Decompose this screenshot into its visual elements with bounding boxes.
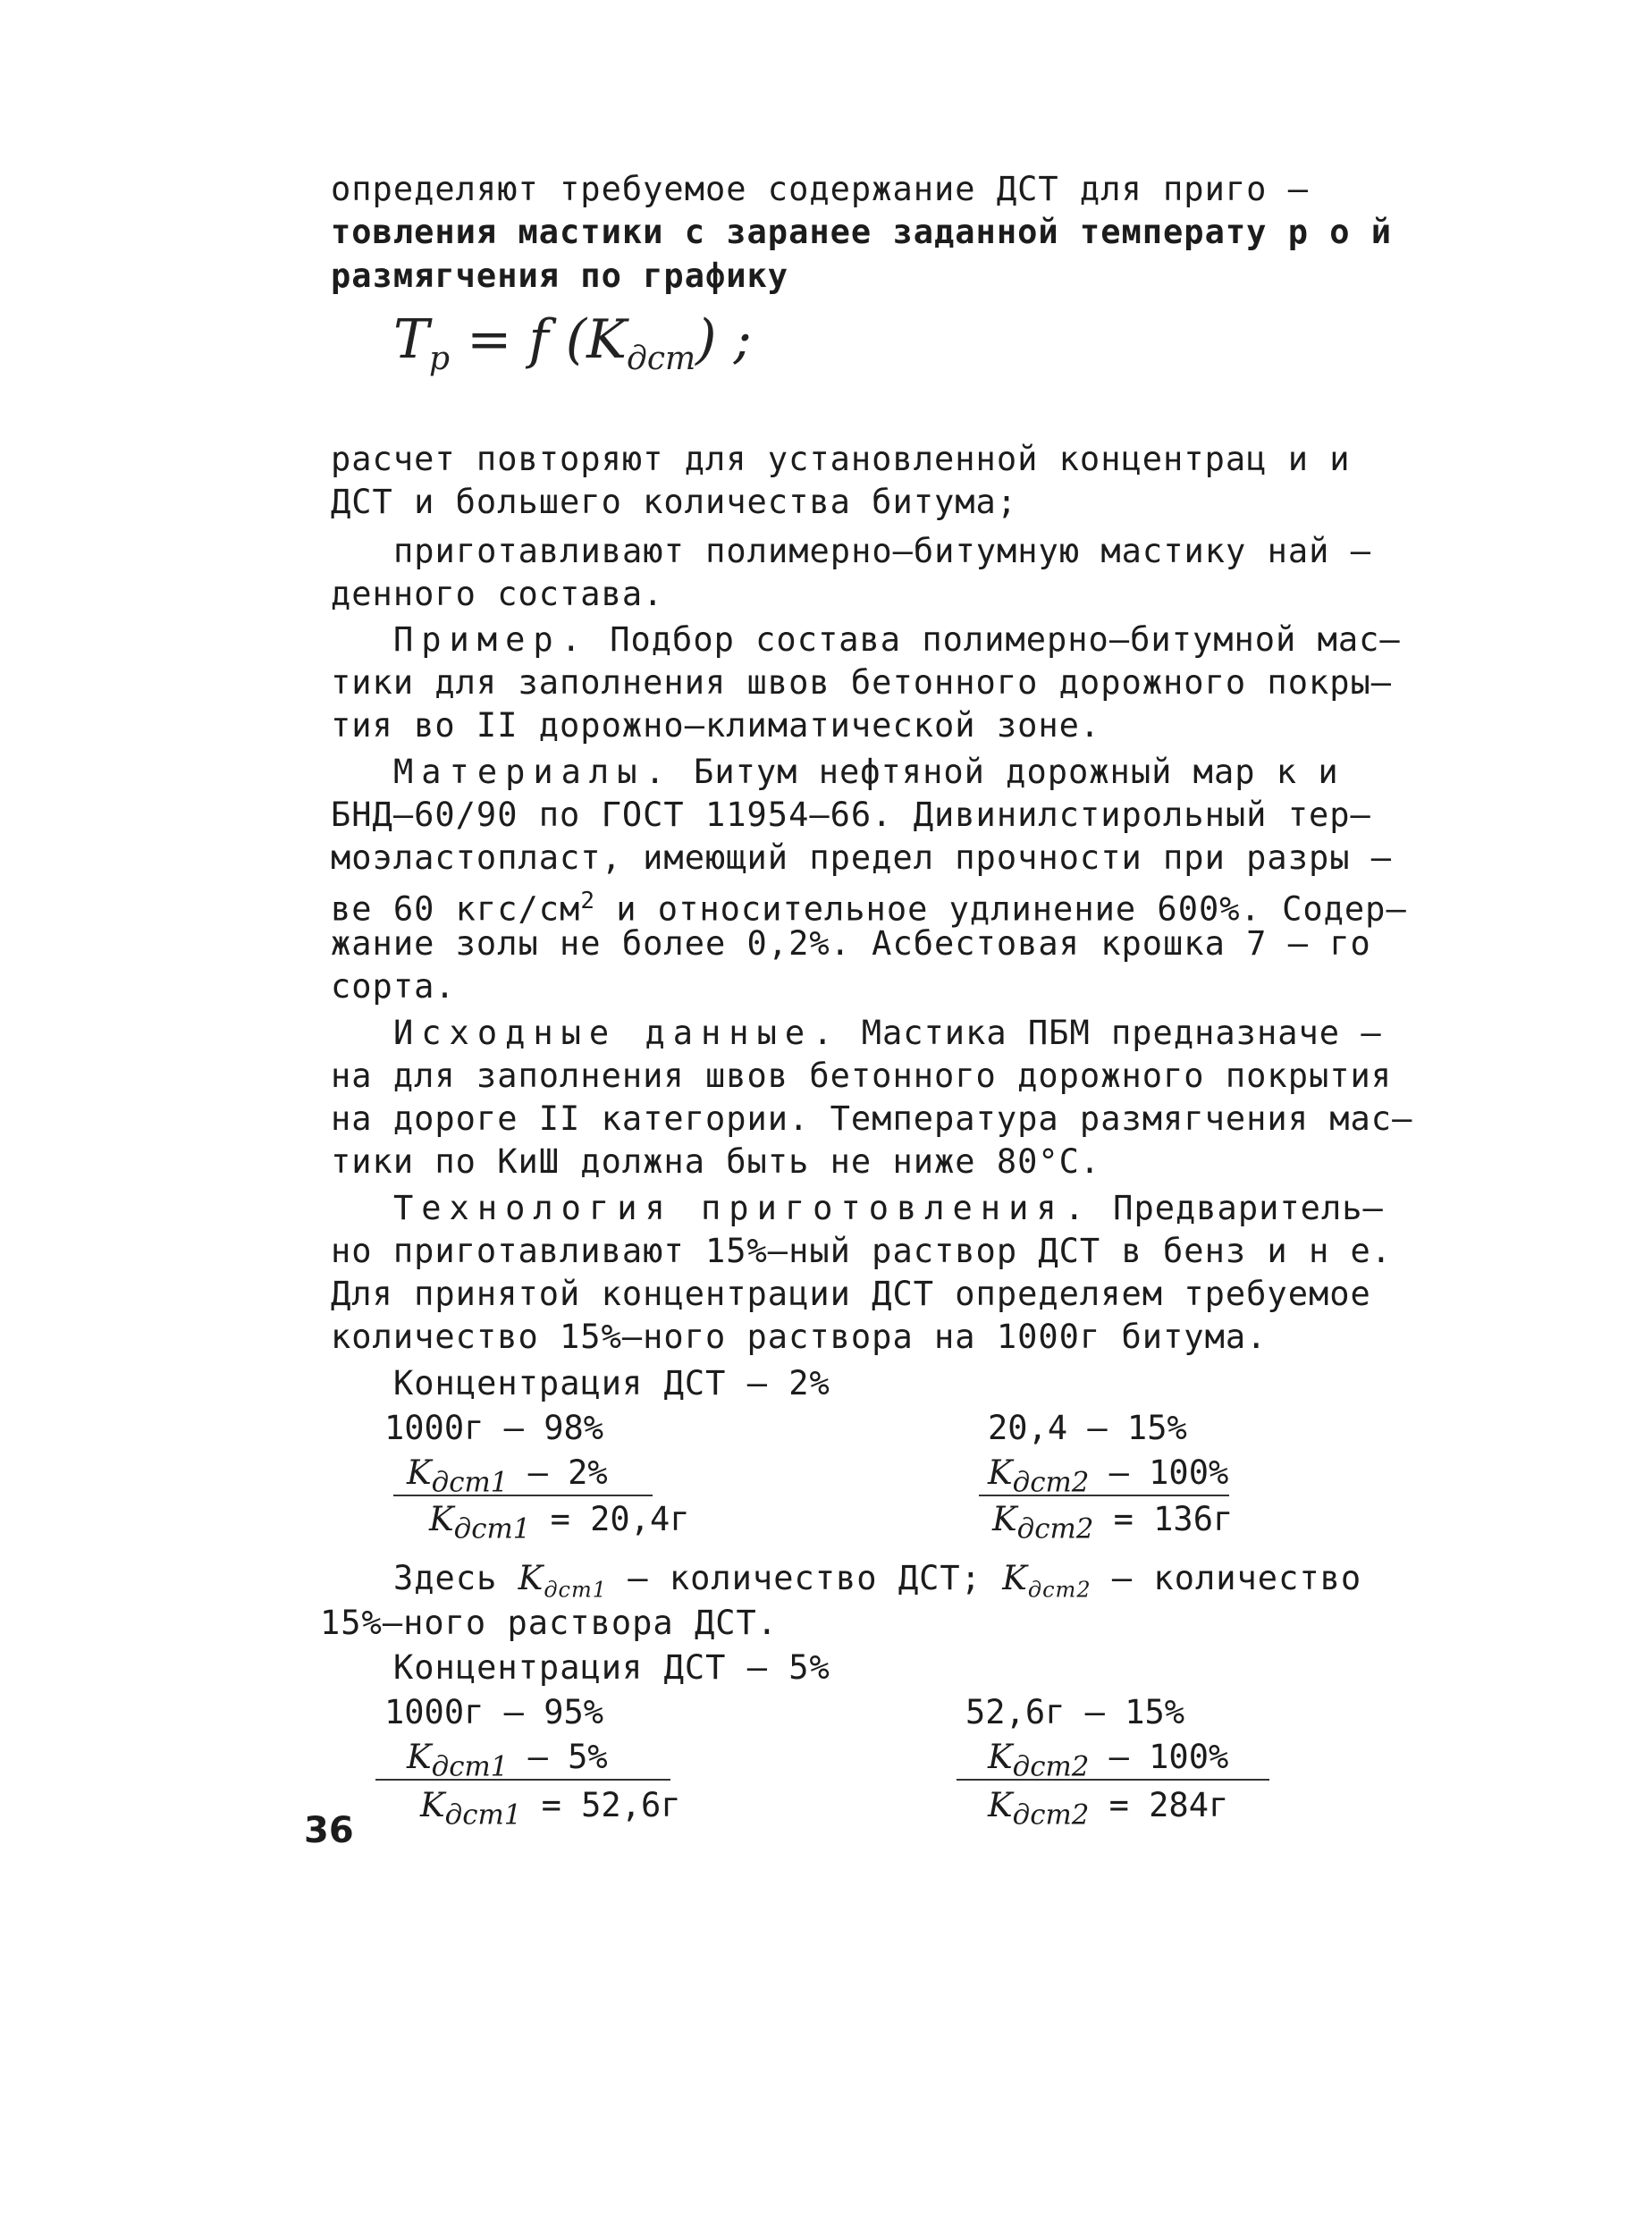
calc-text: = 20,4г [530,1500,690,1538]
text-line: тики для заполнения швов бетонного дорожного покры– [331,663,1393,702]
symbol-k: K [992,1500,1017,1538]
text-line: на для заполнения швов бетонного дорожного покрытия [331,1057,1393,1095]
fraction-rule [979,1495,1229,1496]
text-line: приготавливают полимерно–битумную мастику най – [393,532,1371,570]
calc-text: – 5% [508,1738,608,1776]
symbol-subscript: дст2 [1012,1750,1090,1783]
calc-left-row-1: 1000г – 98% [384,1409,604,1447]
text-fragment: товления мастики с заранее заданной температу р о й [331,213,1393,251]
text-line: Для принятой концентрации ДСТ определяем требуемое [331,1275,1371,1313]
superscript: 2 [580,888,595,914]
symbol-k: K [407,1738,432,1776]
calc-right-row-3 [988,1784,1228,1836]
calc-text: = 284г [1089,1786,1229,1824]
text-line: но приготавливают 15%–ный раствор ДСТ в бенз и н е. [331,1232,1393,1270]
formula-symbol: T [393,308,430,371]
calc-left-row-3 [420,1784,681,1836]
text-fragment: Технология приготовления. [393,1189,1092,1227]
symbol-k: K [988,1738,1013,1776]
calc-right-row-1: 52,6г – 15% [965,1693,1185,1731]
formula [393,308,752,377]
text-line: тия во II дорожно–климатической зоне. [331,706,1101,745]
text-line: 15%–ного раствора ДСТ. [320,1604,779,1642]
text-line: сорта. [331,967,456,1006]
text-fragment: Мастика ПБМ предназначе – [840,1014,1382,1052]
text-line [393,751,1529,794]
text-fragment: – количество [1091,1559,1362,1597]
text-line: жание золы не более 0,2%. Асбестовая крошка 7 – го [331,924,1371,963]
text-fragment: Предваритель– [1092,1189,1384,1227]
symbol-subscript: дст1 [431,1750,509,1783]
text-line: определяют требуемое содержание ДСТ для приго – [331,170,1309,208]
text-line [331,255,1466,298]
text-line: на дороге II категории. Температура размягчения мас– [331,1099,1413,1138]
symbol-subscript: дст1 [431,1466,509,1499]
text-line: количество 15%–ного раствора на 1000г битума. [331,1318,1268,1356]
page-number: 36 [304,1810,354,1851]
text-line: БНД–60/90 по ГОСТ 11954–66. Дивинилстирольный тер– [331,796,1371,834]
fraction-rule [375,1779,670,1781]
text-line: моэластопласт, имеющий предел прочности при разры – [331,838,1393,877]
symbol-k: K [420,1786,445,1824]
symbol-subscript: дст2 [1012,1798,1090,1832]
calc-text: – 100% [1089,1453,1229,1492]
symbol-k: K [518,1559,544,1597]
fraction-rule [957,1779,1269,1781]
text-line [331,211,1466,254]
text-line: денного состава. [331,575,664,613]
symbol-k: K [988,1786,1013,1824]
text-fragment: – количество ДСТ; [607,1559,1003,1597]
symbol-k: K [429,1500,454,1538]
calc-text: = 52,6г [521,1786,681,1824]
calc-left-row-1: 1000г – 95% [384,1693,604,1731]
symbol-k: K [988,1453,1013,1492]
formula-subscript: дст [627,341,696,377]
calc-right-row-3 [992,1498,1233,1550]
text-fragment: Битум нефтяной дорожный мар к и [672,753,1339,791]
text-fragment: Материалы. [393,753,673,791]
text-line: тики по КиШ должна быть не ниже 80°С. [331,1142,1101,1181]
formula-symbol: = f (K [450,308,628,371]
symbol-subscript: дст2 [1012,1466,1090,1499]
text-line: расчет повторяют для установленной концентрац и и [331,440,1351,478]
symbol-k: K [407,1453,432,1492]
symbol-subscript: дст1 [544,1577,607,1603]
calc-left-row-3 [429,1498,690,1550]
text-line: Концентрация ДСТ – 5% [393,1648,830,1687]
text-fragment: Подбор состава полимерно–битумной мас– [588,620,1401,659]
text-line: ДСТ и большего количества битума; [331,483,1018,521]
symbol-subscript: дст1 [444,1798,522,1832]
text-fragment: Пример. [393,620,589,659]
text-line: Концентрация ДСТ – 2% [393,1364,830,1402]
symbol-subscript: дст2 [1016,1512,1094,1546]
text-fragment: Здесь [393,1559,518,1597]
calc-text: – 100% [1089,1738,1229,1776]
text-fragment: ве 60 кгс/см [331,889,581,929]
fraction-rule [393,1495,653,1496]
text-line [393,1012,1529,1055]
formula-subscript: р [429,341,451,377]
calc-right-row-1: 20,4 – 15% [988,1409,1187,1447]
text-line [393,1187,1529,1230]
text-line [393,619,1529,661]
symbol-subscript: дст1 [453,1512,531,1546]
formula-symbol: ) ; [695,308,752,371]
text-fragment: и относительное удлинение 600%. Содер– [594,889,1407,929]
calc-text: – 2% [508,1453,608,1492]
symbol-subscript: дст2 [1027,1577,1092,1603]
text-fragment: размягчения по графику [331,257,789,295]
symbol-k: K [1002,1559,1028,1597]
calc-text: = 136г [1093,1500,1234,1538]
text-fragment: Исходные данные. [393,1014,841,1052]
